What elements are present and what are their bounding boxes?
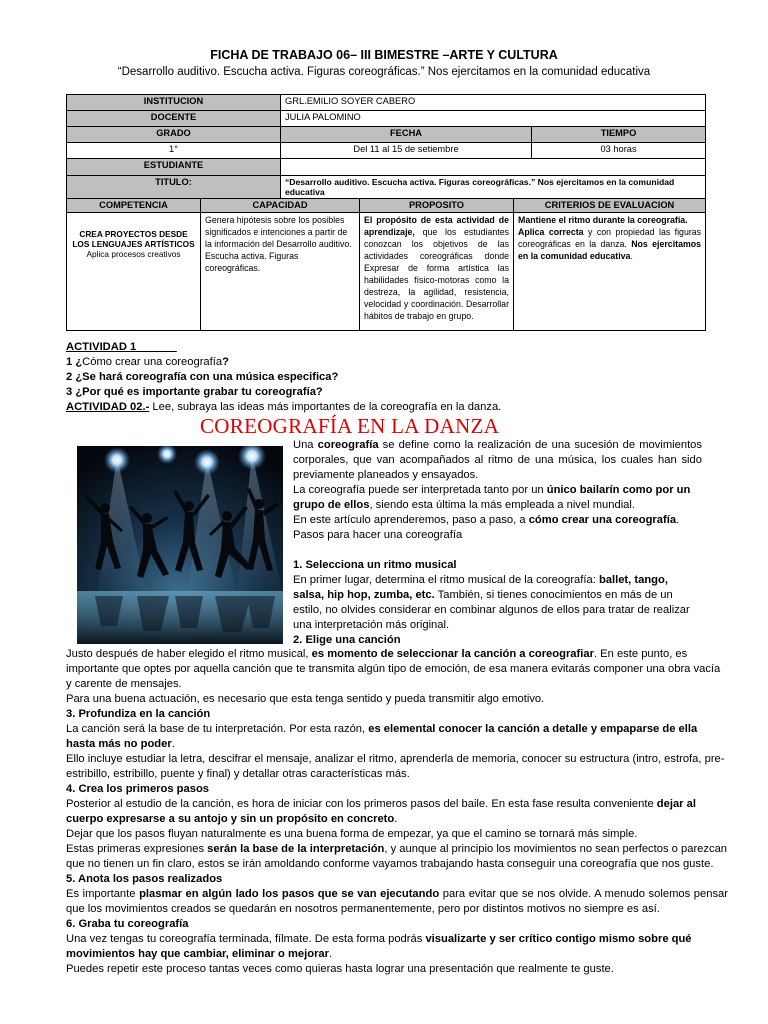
activity-2-text: Lee, subraya las ideas más importantes de la coreografía en la danza.	[149, 401, 502, 413]
fecha-value: Del 11 al 15 de setiembre	[281, 143, 532, 159]
question-2: 2 ¿Se hará coreografía con una música especifica?	[66, 371, 339, 383]
article-intro	[293, 438, 702, 648]
step-4-text-b: Dejar que los pasos fluyan naturalmente es una buena forma de empezar, ya que el camino se tornará más simple.	[66, 828, 638, 840]
criterio-1: Mantiene el ritmo durante la coreografía.	[518, 215, 688, 225]
fecha-label: FECHA	[281, 127, 532, 143]
capacidad-label: CAPACIDAD	[201, 199, 360, 213]
paragraph-3: En este artículo aprenderemos, paso a paso, a cómo crear una coreografía.	[293, 514, 680, 526]
competencia-text: Aplica procesos creativos	[86, 249, 181, 259]
docente-value: JULIA PALOMINO	[281, 111, 706, 127]
tiempo-label: TIEMPO	[532, 127, 706, 143]
activity-2	[66, 400, 716, 415]
criterios-cell	[514, 213, 706, 331]
tiempo-value: 03 horas	[532, 143, 706, 159]
institucion-value: GRL.EMILIO SOYER CABERO	[281, 95, 706, 111]
criterio-3-bold: Nos ejercitamos en la comunidad educativa	[518, 239, 702, 261]
proposito-cell	[360, 213, 514, 331]
proposito-text: que los estudiantes conozcan los objetivos de las actividades coreográficas donde Expresar de forma artística las habilidades físico-motoras como la destreza, la agilidad, resistencia, velocidad y coordinación. Desarrollar hábitos de trabajo en grupo.	[364, 227, 509, 321]
worksheet-subtitle: “Desarrollo auditivo. Escucha activa. Figuras coreográficas.” Nos ejercitamos en la comunidad educativa	[117, 66, 651, 78]
institucion-label: INSTITUCION	[67, 95, 281, 111]
estudiante-label: ESTUDIANTE	[67, 159, 281, 176]
estudiante-value[interactable]	[281, 159, 706, 176]
competencia-label: COMPETENCIA	[67, 199, 201, 213]
step-6-text-b: Puedes repetir este proceso tantas veces como quieras hasta lograr una presentación que realmente te guste.	[66, 963, 614, 975]
step-5-text: Es importante plasmar en algún lado los pasos que se van ejecutando para evitar que se nos olvide. A menudo solemos pensar que los movimientos creados se quedarán en nosotros permanentemente, pero por distintos motivos no siempre es así.	[66, 888, 728, 915]
step-2-heading: 2. Elige una canción	[293, 634, 401, 646]
titulo-label: TITULO:	[67, 176, 281, 199]
proposito-bold: El propósito de esta actividad de aprendizaje,	[364, 215, 509, 237]
step-1-text: En primer lugar, determina el ritmo musical de la coreografía: ballet, tango, salsa, hip hop, zumba, etc. También, si tienes conocimientos en más de un estilo, no olvides considerar en combinar algunos de ellos para tratar de realizar una interpretación más original.	[293, 574, 690, 631]
article-title: COREOGRAFÍA EN LA DANZA	[200, 414, 500, 438]
paragraph-4: Pasos para hacer una coreografía	[293, 529, 463, 541]
titulo-value: “Desarrollo auditivo. Escucha activa. Figuras coreográficas.” Nos ejercitamos en la comunidad educativa	[281, 176, 706, 199]
step-6-heading: 6. Graba tu coreografía	[66, 918, 189, 930]
docente-label: DOCENTE	[67, 111, 281, 127]
activity-1-label: ACTIVIDAD 1 ______	[66, 341, 177, 353]
criterio-2-text: y con propiedad las figuras coreográficas en la danza.	[518, 227, 702, 249]
step-4-text-c: Estas primeras expresiones serán la base de la interpretación, y aunque al principio los movimientos no sean perfectos o parezcan que no tienen un fin claro, estos se irán amoldando conforme vayamos trabajando hasta conseguir una coreografía que nos guste.	[66, 843, 728, 870]
activities-section	[66, 340, 716, 415]
activity-2-label: ACTIVIDAD 02.-	[66, 401, 150, 413]
paragraph-1: Una coreografía se define como la realización de una sucesión de movimientos corporales, que van acompañados al ritmo de una música, los cuales han sido previamente planeados y ensayados.	[293, 439, 702, 481]
capacidad-text: Genera hipótesis sobre los posibles significados e intenciones a partir de la información del Desarrollo auditivo. Escucha activa. Figuras coreográficas.	[205, 215, 352, 273]
step-1-heading: 1. Selecciona un ritmo musical	[293, 559, 457, 571]
criterios-label: CRITERIOS DE EVALUACION	[514, 199, 706, 213]
question-1: 1 ¿Cómo crear una coreografía?	[66, 356, 229, 368]
question-3: 3 ¿Por qué es importante grabar tu coreografía?	[66, 386, 323, 398]
criterio-2-bold: Aplica correcta	[518, 227, 584, 237]
step-5-heading: 5. Anota los pasos realizados	[66, 873, 223, 885]
step-6-text: Una vez tengas tu coreografía terminada, fílmate. De esta forma podrás visualizarte y ser crítico contigo mismo sobre qué movimientos hay que cambiar, eliminar o mejorar.	[66, 933, 692, 960]
info-table	[66, 94, 706, 331]
grado-value: 1°	[67, 143, 281, 159]
competencia-cell	[67, 213, 201, 331]
proposito-label: PROPOSITO	[360, 199, 514, 213]
capacidad-cell	[201, 213, 360, 331]
step-4-heading: 4. Crea los primeros pasos	[66, 783, 210, 795]
step-2-text: Justo después de haber elegido el ritmo musical, es momento de seleccionar la canción a coreografiar. En este punto, es importante que optes por aquella canción que te transmita algún tipo de emoción, de esa manera evitarás componer una obra vacía y carente de mensajes.	[66, 648, 721, 690]
step-4-text: Posterior al estudio de la canción, es hora de iniciar con los primeros pasos del baile. En esta fase resulta conveniente dejar al cuerpo expresarse a su antojo y sin un propósito en concreto.	[66, 798, 696, 825]
dancers-image	[77, 446, 283, 644]
grado-label: GRADO	[67, 127, 281, 143]
step-3-heading: 3. Profundiza en la canción	[66, 708, 211, 720]
article-body	[66, 647, 728, 977]
paragraph-2: La coreografía puede ser interpretada tanto por un único bailarín como por un grupo de ellos, siendo esta última la más empleada a nivel mundial.	[293, 484, 691, 511]
competencia-bold: CREA PROYECTOS DESDE LOS LENGUAJES ARTÍSTICOS	[72, 229, 195, 249]
step-3-text: La canción será la base de tu interpretación. Por esta razón, es elemental conocer la canción a detalle y empaparse de ella hasta más no poder.	[66, 723, 698, 750]
criterio-3-end: .	[630, 251, 633, 261]
worksheet-title: FICHA DE TRABAJO 06– III BIMESTRE –ARTE Y CULTURA	[210, 48, 558, 62]
step-2-text-b: Para una buena actuación, es necesario que esta tenga sentido y pueda transmitir algo emotivo.	[66, 693, 545, 705]
step-3-text-b: Ello incluye estudiar la letra, descifrar el mensaje, analizar el ritmo, aprenderla de memoria, conocer su estructura (intro, estrofa, pre-estribillo, estribillo, puente y final) y detallar otras características más.	[66, 753, 725, 780]
